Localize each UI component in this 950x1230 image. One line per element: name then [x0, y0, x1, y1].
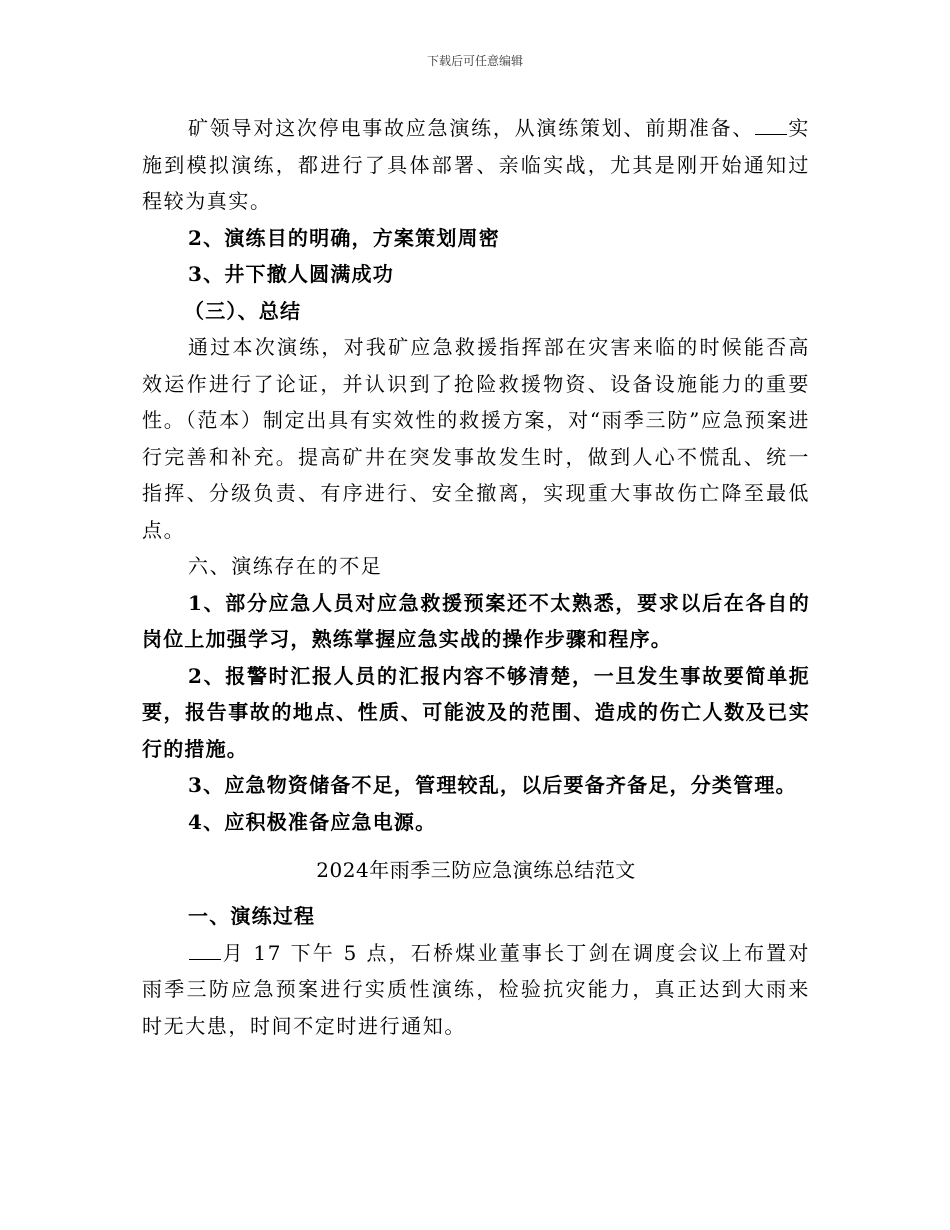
paragraph-summary: 通过本次演练，对我矿应急救援指挥部在灾害来临的时候能否高效运作进行了论证，并认识到了抢险救援物资、设备设施能力的重要性。（范本）制定出具有实效性的救援方案，对“雨季三防”应急预案进行完善和补充。提高矿井在突发事故发生时，做到人心不慌乱、统一指挥、分级负责、有序进行、安全撤离，实现重大事故伤亡降至最低点。: [142, 335, 810, 542]
shortcoming-item-2: 2、报警时汇报人员的汇报内容不够清楚，一旦发生事故要简单扼要，报告事故的地点、性质、可能波及的范围、造成的伤亡人数及已实行的措施。: [142, 663, 810, 761]
section-heading-process: 一、演练过程: [188, 904, 316, 928]
header-text: 下载后可任意编辑: [426, 54, 523, 68]
shortcoming-item-1: 1、部分应急人员对应急救援预案还不太熟悉，要求以后在各自的岗位上加强学习，熟练掌握应急实战的操作步骤和程序。: [142, 590, 810, 651]
document-body: [142, 110, 810, 1044]
list-item-evacuation: 3、井下撤人圆满成功: [188, 262, 394, 286]
paragraph-drill-overview: [142, 110, 810, 220]
fill-in-blank: [755, 116, 787, 135]
section-heading-summary: （三）、总结: [184, 298, 302, 323]
section-heading-shortcomings: 六、演练存在的不足: [188, 554, 383, 578]
shortcoming-item-3: 3、应急物资储备不足，管理较乱，以后要备齐备足，分类管理。: [188, 773, 797, 797]
list-item-purpose: 2、演练目的明确，方案策划周密: [188, 225, 500, 250]
shortcoming-item-4: 4、应积极准备应急电源。: [188, 809, 437, 834]
paragraph-process: [142, 935, 810, 1045]
document-title: 2024年雨季三防应急演练总结范文: [316, 858, 636, 882]
paragraph-drill-overview-part1: 矿领导对这次停电事故应急演练，从演练策划、前期准备、: [188, 116, 755, 140]
paragraph-drill-overview-part2: 实施到模拟演练，都进行了具体部署、亲临实战，尤其是刚开始通知过程较为真实。: [142, 116, 810, 213]
page-header: [0, 54, 950, 68]
paragraph-process-text: 月 17 下午 5 点，石桥煤业董事长丁剑在调度会议上布置对雨季三防应急预案进行实质性演练，检验抗灾能力，真正达到大雨来时无大患，时间不定时进行通知。: [142, 940, 810, 1038]
fill-in-blank: [189, 941, 221, 960]
